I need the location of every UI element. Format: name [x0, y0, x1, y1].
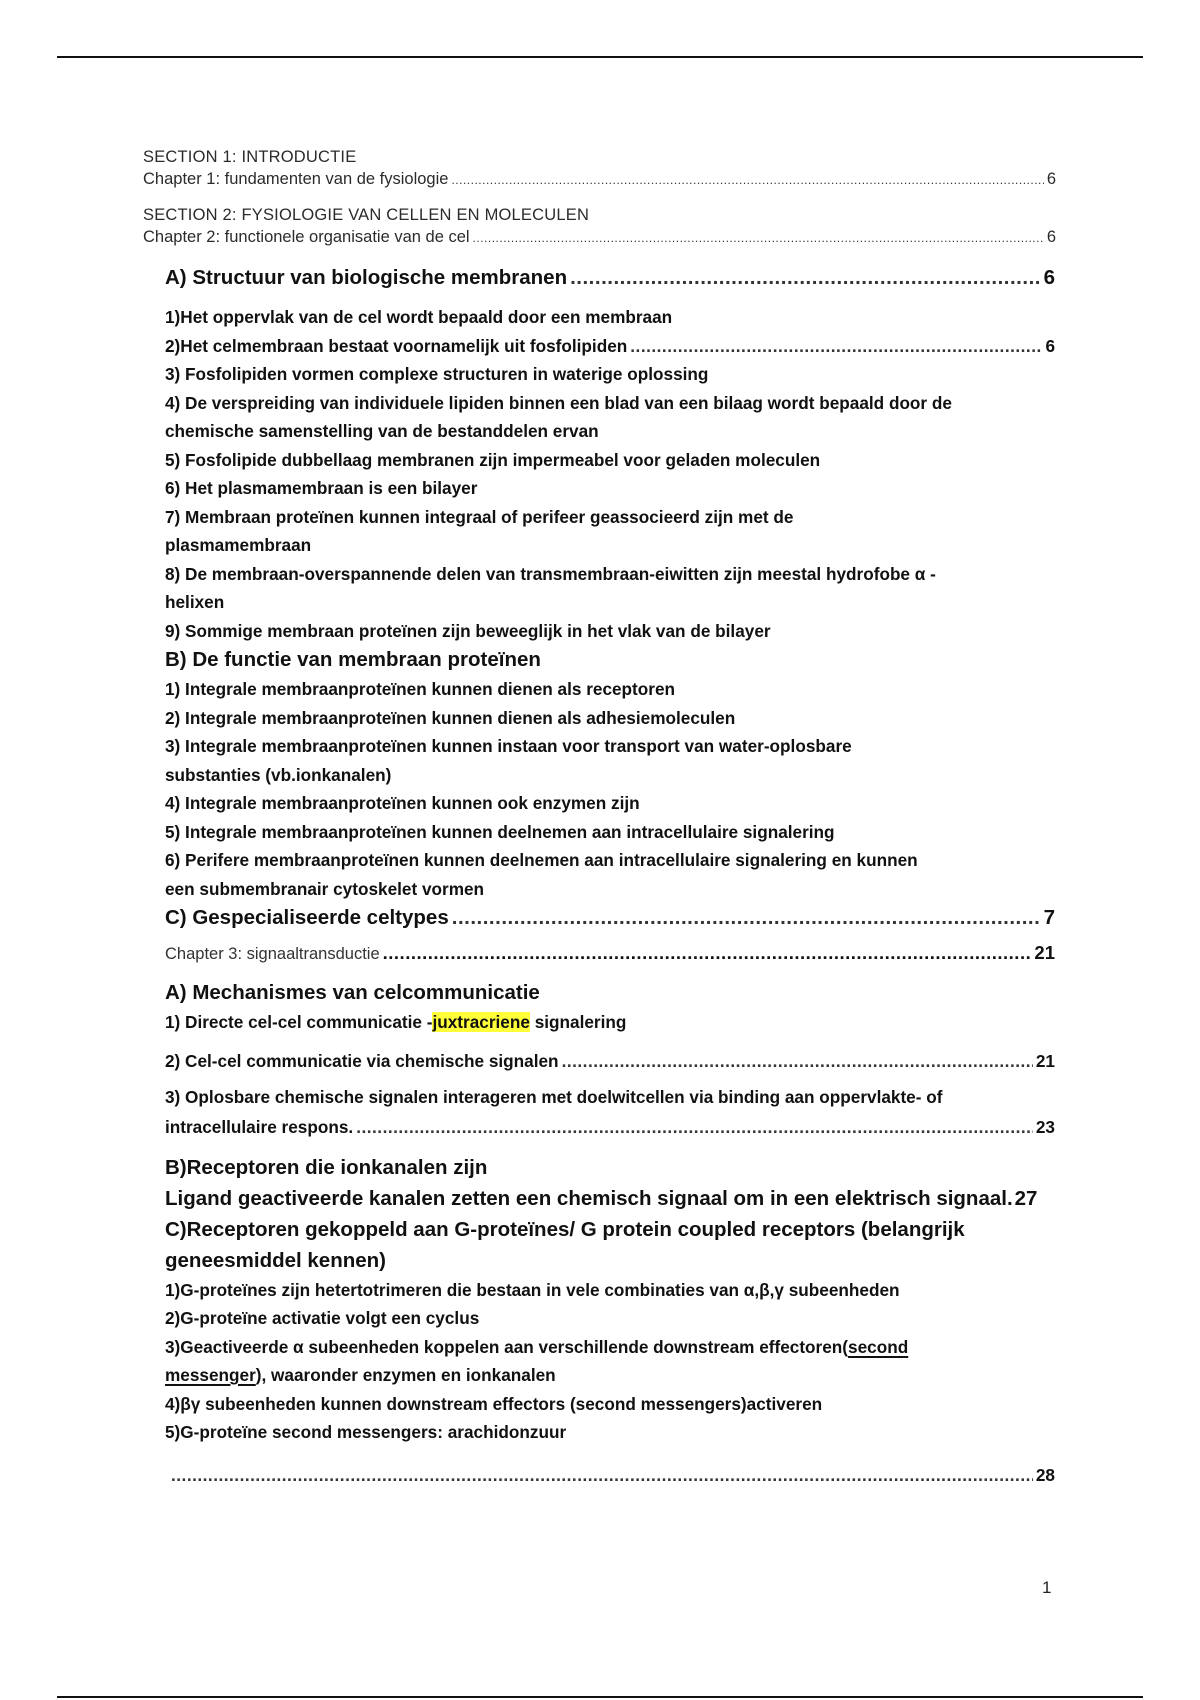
list-item: 1) Integrale membraanproteïnen kunnen dienen als receptoren: [165, 679, 676, 699]
list-item: 1) Directe cel-cel communicatie -juxtracriene signalering: [165, 1012, 627, 1032]
list-item: 6) Perifere membraanproteïnen kunnen deelnemen aan intracellulaire signalering en kunnen: [165, 850, 918, 870]
list-item: 5) Fosfolipide dubbellaag membranen zijn impermeabel voor geladen moleculen: [165, 449, 821, 470]
list-item: plasmamembraan: [165, 535, 312, 555]
highlighted-term: juxtracriene: [432, 1012, 530, 1032]
list-item: 4) De verspreiding van individuele lipiden binnen een blad van een bilaag wordt bepaald door de: [165, 392, 952, 413]
toc-chapter-3[interactable]: Chapter 3: signaaltransductie ..... 21: [165, 941, 1055, 966]
toc-ch2-section-b[interactable]: B) De functie van membraan proteïnen: [165, 648, 541, 671]
list-item: 5)G-proteïne second messengers: arachidonzuur: [165, 1422, 567, 1442]
toc-chapter-2[interactable]: Chapter 2: functionele organisatie van de cel ..... 6: [143, 226, 1056, 249]
list-item: chemische samenstelling van de bestanddelen ervan: [165, 421, 599, 441]
toc-ch3-section-c-cont: geneesmiddel kennen): [165, 1248, 387, 1272]
section-2-heading: SECTION 2: FYSIOLOGIE VAN CELLEN EN MOLECULEN: [143, 206, 590, 224]
toc-ch3-section-b-sub[interactable]: Ligand geactiveerde kanalen zetten een chemisch signaal om in een elektrisch signaal. 27: [165, 1186, 1038, 1210]
toc-chapter-1[interactable]: Chapter 1: fundamenten van de fysiologie ..... 6: [143, 168, 1056, 191]
list-item: 2)G-proteïne activatie volgt een cyclus: [165, 1308, 480, 1328]
list-item: 3) Fosfolipiden vormen complexe structuren in waterige oplossing: [165, 364, 709, 384]
list-item: 4)βγ subeenheden kunnen downstream effectors (second messengers)activeren: [165, 1393, 823, 1414]
list-item: 4) Integrale membraanproteïnen kunnen ook enzymen zijn: [165, 793, 640, 813]
list-item: 3) Oplosbare chemische signalen interageren met doelwitcellen via binding aan oppervlakte- of: [165, 1087, 943, 1107]
list-item: 2) Integrale membraanproteïnen kunnen dienen als adhesiemoleculen: [165, 707, 736, 728]
list-item: 9) Sommige membraan proteïnen zijn beweeglijk in het vlak van de bilayer: [165, 620, 771, 641]
toc-ch2-section-c[interactable]: C) Gespecialiseerde celtypes ..... 7: [165, 903, 1055, 933]
section-1-heading: SECTION 1: INTRODUCTIE: [143, 148, 357, 166]
list-item: 6) Het plasmamembraan is een bilayer: [165, 478, 478, 498]
page-number: 1: [1042, 1578, 1052, 1597]
list-item: 1)G-proteïnes zijn hetertotrimeren die bestaan in vele combinaties van α,β,γ subeenheden: [165, 1279, 900, 1300]
list-item: helixen: [165, 592, 225, 612]
list-item[interactable]: 2)Het celmembraan bestaat voornamelijk uit fosfolipiden ..... 6: [165, 332, 1055, 361]
list-item: een submembranair cytoskelet vormen: [165, 878, 485, 899]
table-of-contents: [143, 146, 1056, 1489]
bottom-rule: [57, 1696, 1143, 1698]
top-rule: [57, 56, 1143, 58]
list-item[interactable]: 2) Cel-cel communicatie via chemische signalen ..... 21: [165, 1047, 1055, 1076]
toc-ch3-section-c[interactable]: C)Receptoren gekoppeld aan G-proteïnes/ G protein coupled receptors (belangrijk: [165, 1217, 965, 1241]
list-item[interactable]: intracellulaire respons. ..... 23: [165, 1113, 1055, 1142]
toc-ch2-section-a[interactable]: A) Structuur van biologische membranen ..... 6: [165, 263, 1055, 293]
list-item: 3)Geactiveerde α subeenheden koppelen aan verschillende downstream effectoren(second: [165, 1336, 909, 1357]
list-item: 3) Integrale membraanproteïnen kunnen instaan voor transport van water-oplosbare: [165, 736, 852, 756]
toc-ch3-section-a[interactable]: A) Mechanismes van celcommunicatie: [165, 981, 540, 1004]
list-item: 8) De membraan-overspannende delen van transmembraan-eiwitten zijn meestal hydrofobe α -: [165, 563, 936, 584]
toc-ch3-section-b[interactable]: B)Receptoren die ionkanalen zijn: [165, 1155, 488, 1179]
list-item: 7) Membraan proteïnen kunnen integraal of perifeer geassocieerd zijn met de: [165, 506, 794, 527]
list-item: substanties (vb.ionkanalen): [165, 764, 392, 785]
list-item: 5) Integrale membraanproteïnen kunnen deelnemen aan intracellulaire signalering: [165, 821, 835, 842]
toc-final-leader[interactable]: ..... 28: [165, 1461, 1055, 1490]
list-item: messenger), waaronder enzymen en ionkanalen: [165, 1365, 556, 1385]
list-item: 1)Het oppervlak van de cel wordt bepaald door een membraan: [165, 307, 673, 327]
